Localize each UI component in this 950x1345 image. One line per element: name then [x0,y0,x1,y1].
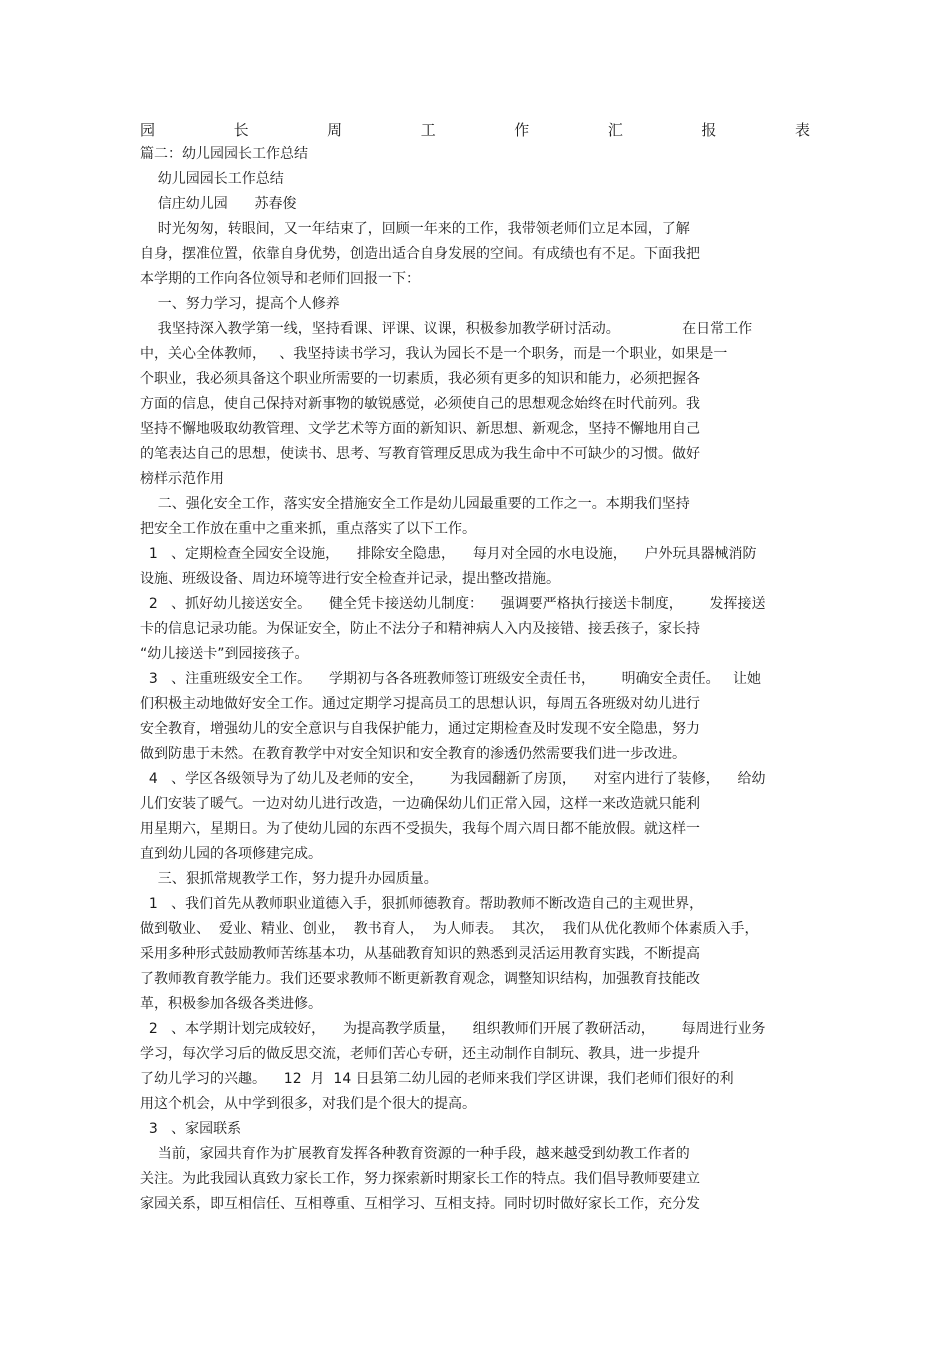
text-line: 方面的信息，使自己保持对新事物的敏锐感觉，必须使自己的思想观念始终在时代前列。我 [140,396,700,412]
list-item: 2 、本学期计划完成较好， 为提高教学质量， 组织教师们开展了教研活动， 每周进行业务 [140,1021,766,1037]
section-heading: 二、强化安全工作，落实安全措施安全工作是幼儿园最重要的工作之一。本期我们坚持 [140,496,690,512]
title-char: 长 [233,121,249,139]
title-char: 报 [701,121,717,139]
list-item: 1 、我们首先从教师职业道德入手，狠抓师德教育。帮助教师不断改造自己的主观世界， [140,896,704,912]
text-line: 把安全工作放在重中之重来抓，重点落实了以下工作。 [140,521,476,537]
text-line: 儿们安装了暖气。一边对幼儿进行改造，一边确保幼儿们正常入园，这样一来改造就只能利 [140,796,700,812]
text-line: “幼儿接送卡”到园接孩子。 [140,646,309,662]
text-line: 做到敬业、 爱业、精业、创业， 教书育人， 为人师表。 其次， 我们从优化教师个体素质入手， [140,921,759,937]
text-line: 了教师教育教学能力。我们还要求教师不断更新教育观念，调整知识结构，加强教育技能改 [140,971,700,987]
title-char: 作 [514,121,530,139]
text-line: 榜样示范作用 [140,471,224,487]
text-line: 了幼儿学习的兴趣。 12 月 14 日县第二幼儿园的老师来我们学区讲课，我们老师们很好的利 [140,1071,734,1087]
text-line: 本学期的工作向各位领导和老师们回报一下： [140,271,420,287]
title-char: 汇 [607,121,623,139]
text-line: 采用多种形式鼓励教师苦练基本功，从基础教育知识的熟悉到灵活运用教育实践，不断提高 [140,946,700,962]
title-char: 工 [420,121,436,139]
text-line: 革，积极参加各级各类进修。 [140,996,322,1012]
text-line: 关注。为此我园认真致力家长工作，努力探索新时期家长工作的特点。我们倡导教师要建立 [140,1171,700,1187]
title-char: 园 [140,121,156,139]
text-line: 坚持不懈地吸取幼教管理、文学艺术等方面的新知识、新思想、新观念，坚持不懈地用自己 [140,421,700,437]
text-line: 当前，家园共育作为扩展教育发挥各种教育资源的一种手段，越来越受到幼教工作者的 [140,1146,690,1162]
section-heading: 三、狠抓常规教学工作，努力提升办园质量。 [140,871,438,887]
text-line: 设施、班级设备、周边环境等进行安全检查并记录，提出整改措施。 [140,571,560,587]
section-heading: 篇二：幼儿园园长工作总结 [140,146,308,162]
title-char: 周 [327,121,343,139]
list-item: 1 、定期检查全园安全设施， 排除安全隐患， 每月对全园的水电设施， 户外玩具器械消防 [140,546,757,562]
text-line: 我坚持深入教学第一线，坚持看课、评课、议课，积极参加教学研讨活动。 在日常工作 [140,321,753,337]
text-line: 个职业，我必须具备这个职业所需要的一切素质，我必须有更多的知识和能力，必须把握各 [140,371,700,387]
list-item: 2 、抓好幼儿接送安全。 健全凭卡接送幼儿制度： 强调要严格执行接送卡制度， 发挥接送 [140,596,766,612]
text-line: 自身，摆准位置，依靠自身优势，创造出适合自身发展的空间。有成绩也有不足。下面我把 [140,246,700,262]
text-line: 的笔表达自己的思想，使读书、思考、写教育管理反思成为我生命中不可缺少的习惯。做好 [140,446,700,462]
doc-subtitle: 幼儿园园长工作总结 [140,171,284,187]
text-line: 直到幼儿园的各项修建完成。 [140,846,322,862]
section-heading: 一、努力学习，提高个人修养 [140,296,340,312]
text-line: 们积极主动地做好安全工作。通过定期学习提高员工的思想认识，每周五各班级对幼儿进行 [140,696,700,712]
text-line: 安全教育，增强幼儿的安全意识与自我保护能力，通过定期检查及时发现不安全隐患，努力 [140,721,700,737]
title-char: 表 [794,121,810,139]
text-line: 学习，每次学习后的做反思交流，老师们苦心专研，还主动制作自制玩、教具，进一步提升 [140,1046,700,1062]
text-line: 中，关心全体教师， 、我坚持读书学习，我认为园长不是一个职务，而是一个职业，如果是一 [140,346,728,362]
text-line: 做到防患于未然。在教育教学中对安全知识和安全教育的渗透仍然需要我们进一步改进。 [140,746,686,762]
list-item: 4 、学区各级领导为了幼儿及老师的安全， 为我园翻新了房顶， 对室内进行了装修， 给幼 [140,771,766,787]
text-line: 用这个机会，从中学到很多，对我们是个很大的提高。 [140,1096,476,1112]
text-line: 用星期六，星期日。为了使幼儿园的东西不受损失，我每个周六周日都不能放假。就这样一 [140,821,700,837]
document-title [140,120,810,140]
author-line: 信庄幼儿园 苏春俊 [140,196,297,212]
text-line: 时光匆匆，转眼间，又一年结束了，回顾一年来的工作，我带领老师们立足本园，了解 [140,221,690,237]
list-item: 3 、注重班级安全工作。 学期初与各各班教师签订班级安全责任书， 明确安全责任。 让她 [140,671,762,687]
text-line: 卡的信息记录功能。为保证安全，防止不法分子和精神病人入内及接错、接丢孩子，家长持 [140,621,700,637]
text-line: 家园关系，即互相信任、互相尊重、互相学习、互相支持。同时切时做好家长工作，充分发 [140,1196,700,1212]
list-item: 3 、家园联系 [140,1121,242,1137]
